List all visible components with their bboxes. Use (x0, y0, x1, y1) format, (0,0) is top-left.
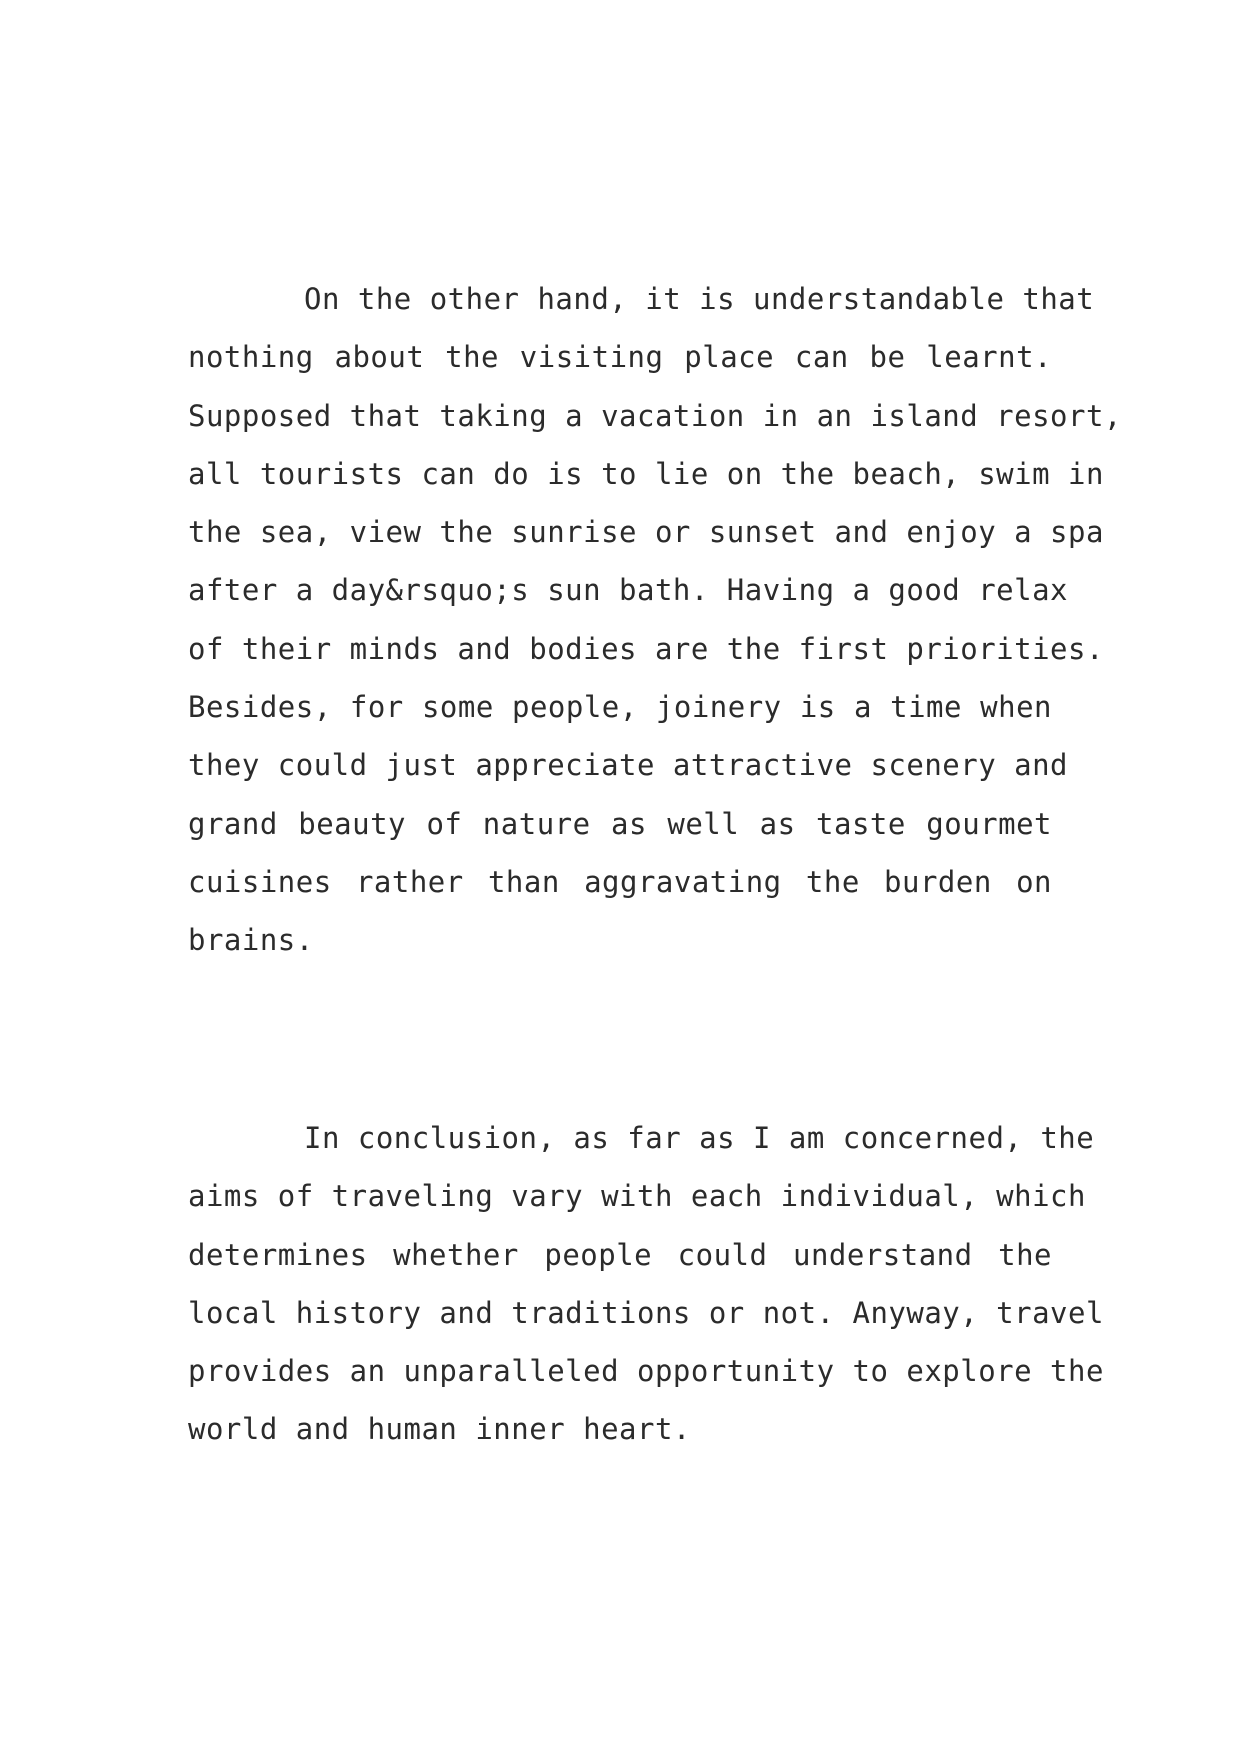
text-line: Supposed that taking a vacation in an island resort, (188, 398, 1122, 433)
text-line: the sea, view the sunrise or sunset and enjoy a spa (188, 515, 1104, 550)
text-line: brains. (188, 923, 314, 958)
text-line: after a day&rsquo;s sun bath. Having a good relax (188, 573, 1069, 608)
text-line: world and human inner heart. (188, 1412, 691, 1447)
text-line: In conclusion, as far as I am concerned, the (304, 1121, 1095, 1155)
text-line: nothing about the visiting place can be learnt. (188, 340, 1052, 375)
text-line: local history and traditions or not. Anyway, travel (188, 1295, 1104, 1330)
text-line: all tourists can do is to lie on the beach, swim in (188, 456, 1104, 491)
text-line: grand beauty of nature as well as taste gourmet (188, 806, 1052, 841)
text-line: Besides, for some people, joinery is a time when (188, 690, 1052, 725)
text-line: of their minds and bodies are the first priorities. (188, 631, 1104, 666)
text-line: determines whether people could understand the (188, 1237, 1052, 1272)
text-line: they could just appreciate attractive scenery and (188, 748, 1069, 783)
paragraph-other-hand (188, 270, 1122, 970)
text-line: cuisines rather than aggravating the burden on (188, 864, 1052, 899)
text-line: On the other hand, it is understandable that (304, 282, 1095, 316)
text-line: aims of traveling vary with each individual, which (188, 1179, 1086, 1214)
text-line: provides an unparalleled opportunity to explore the (188, 1354, 1104, 1389)
paragraph-conclusion (188, 1109, 1104, 1459)
